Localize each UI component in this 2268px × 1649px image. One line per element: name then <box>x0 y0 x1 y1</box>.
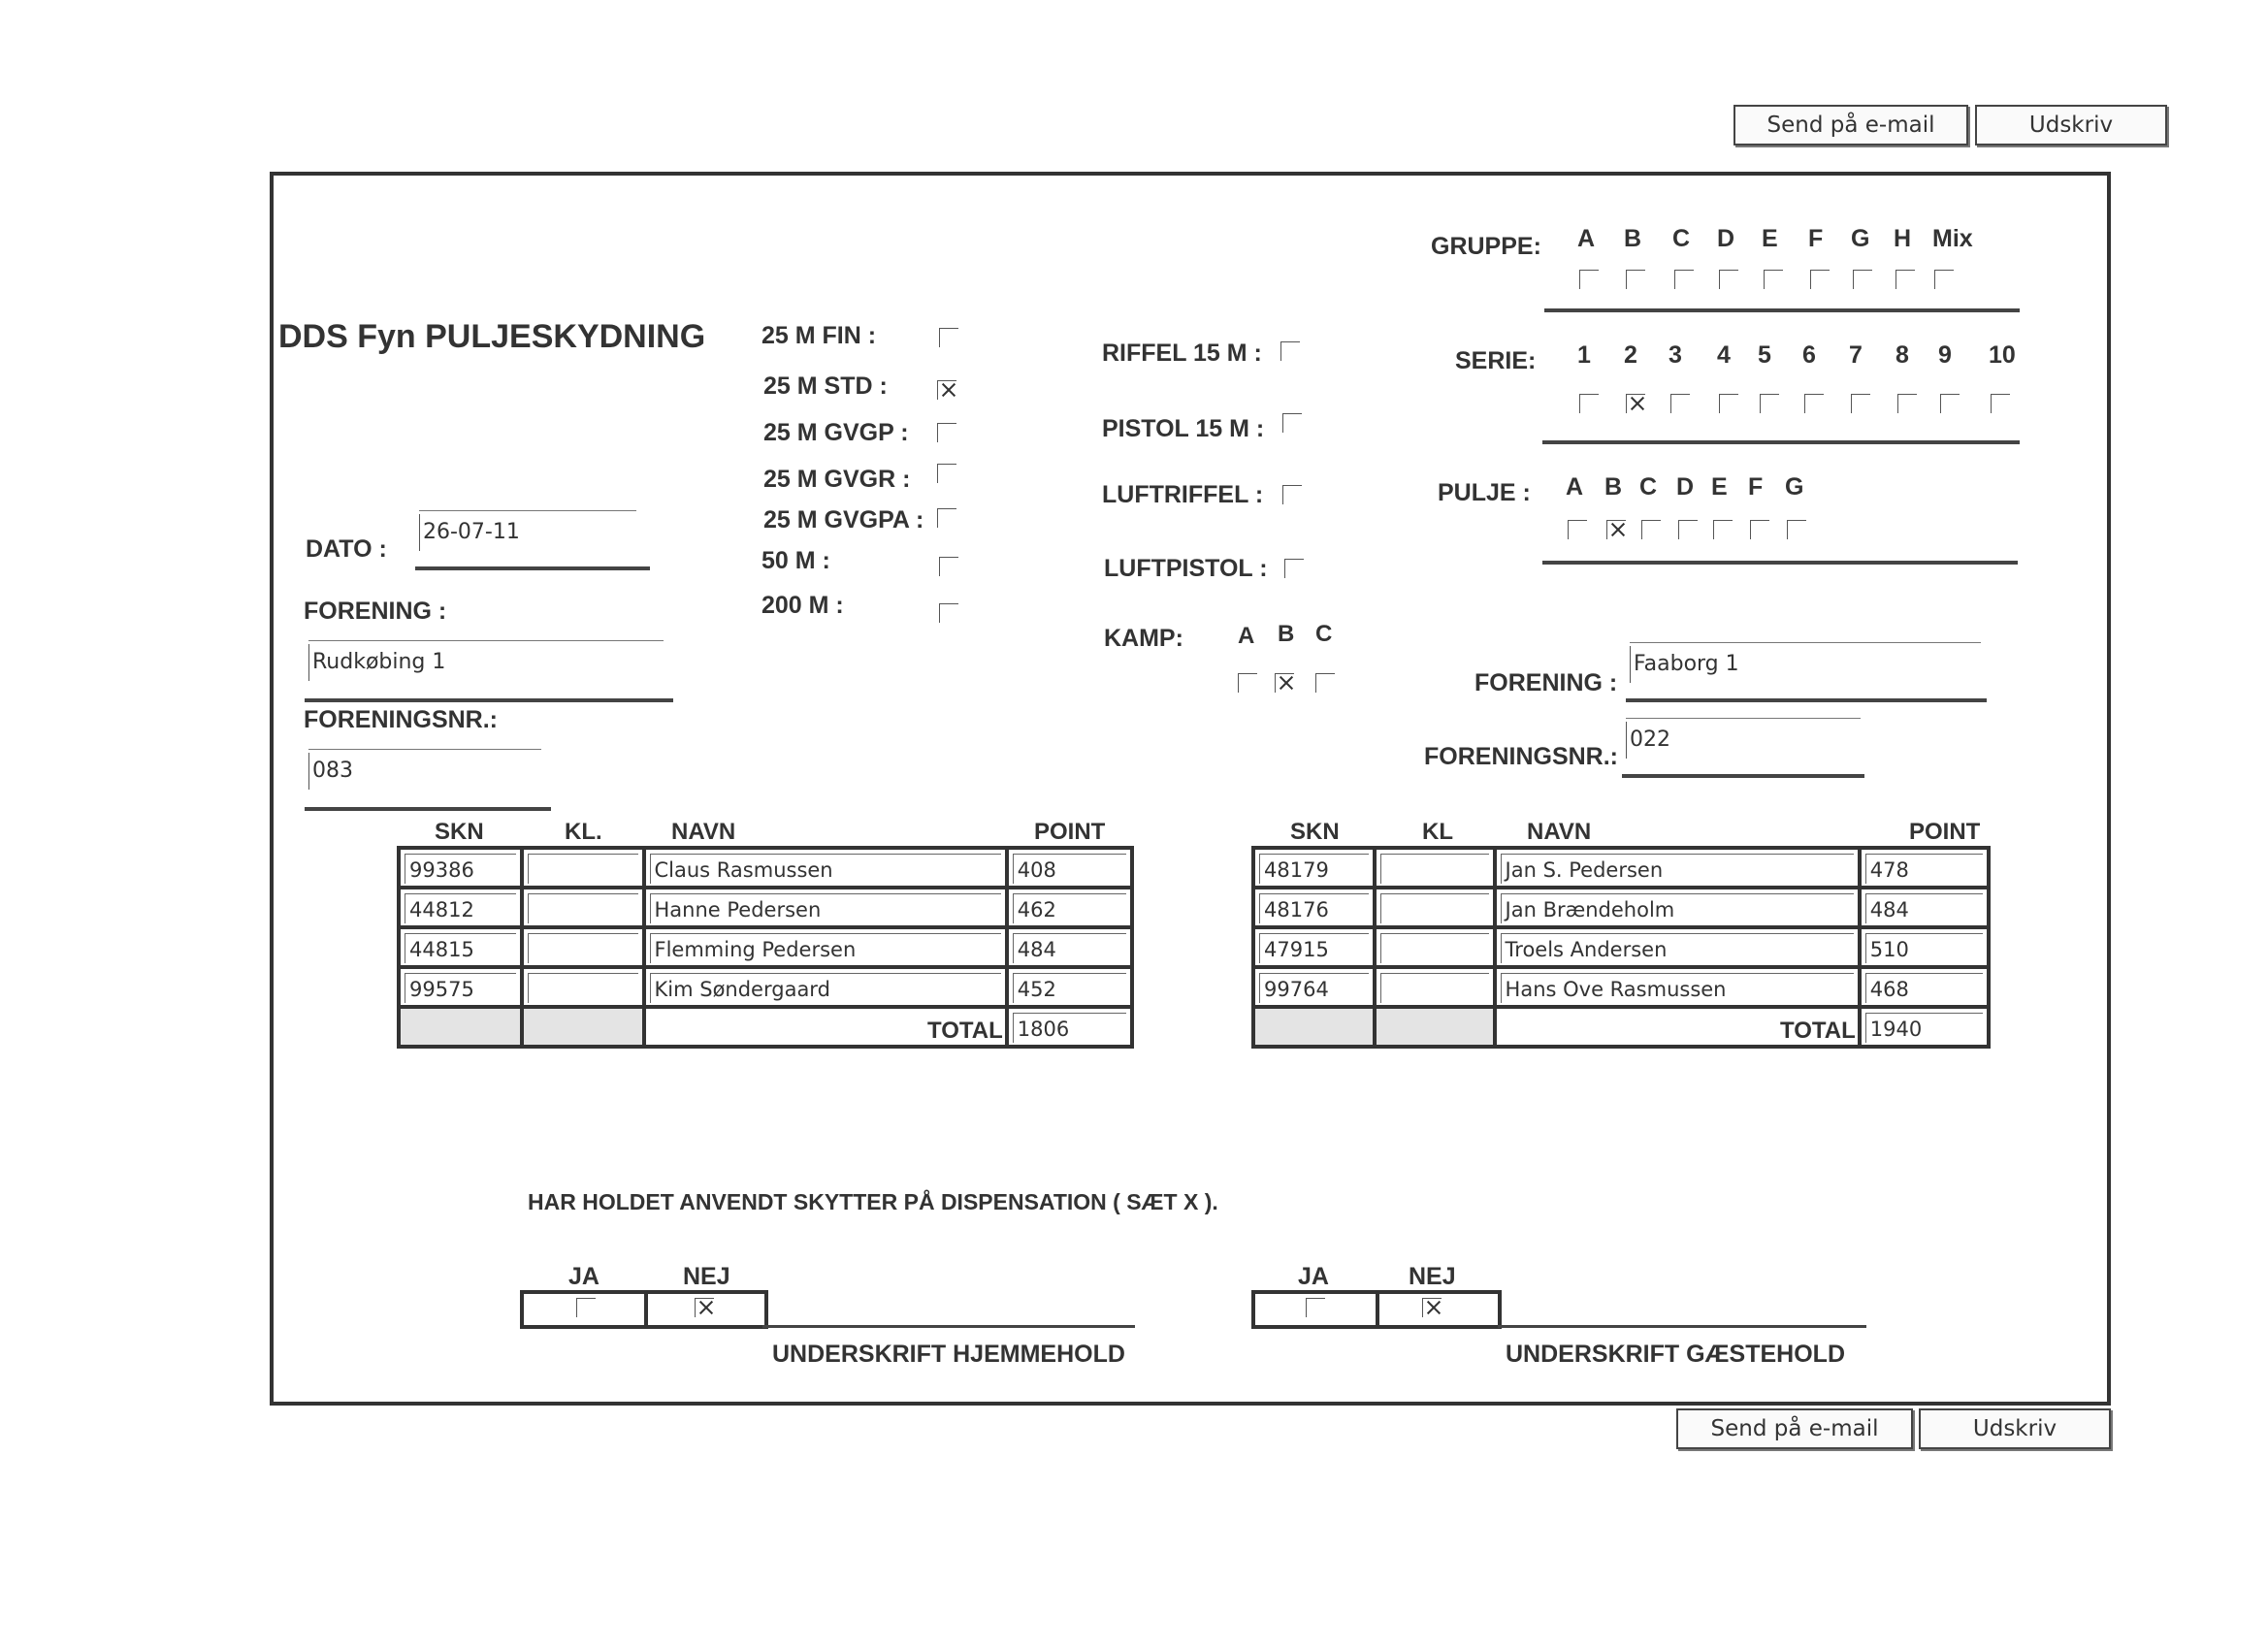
pulje-option-e: E <box>1711 473 1728 501</box>
pulje-label: PULJE : <box>1438 479 1531 506</box>
guest-cell-point <box>1860 848 1989 888</box>
gruppe-h-checkbox[interactable] <box>1895 270 1915 289</box>
home-header-point: POINT <box>1034 819 1106 845</box>
home-cell-point <box>1007 888 1132 927</box>
home-point-input[interactable]: 462 <box>1013 893 1126 923</box>
guest-table-row <box>1253 927 1989 967</box>
serie-3-checkbox[interactable] <box>1670 394 1690 413</box>
home-skn-input[interactable]: 44812 <box>405 893 516 923</box>
pistol-15m-checkbox[interactable] <box>1282 413 1302 433</box>
guest-header-kl: KL <box>1422 819 1453 845</box>
serie-2-checkbox[interactable] <box>1626 394 1645 413</box>
home-kl-input[interactable] <box>528 973 637 1003</box>
pulje-option-g: G <box>1785 473 1804 501</box>
serie-option-10: 10 <box>1989 341 2016 369</box>
riffel-15m-checkbox[interactable] <box>1280 341 1300 361</box>
dato-label: DATO : <box>306 535 387 563</box>
serie-option-4: 4 <box>1717 341 1731 369</box>
discipline-200m-checkbox[interactable] <box>939 603 958 623</box>
gruppe-mix-checkbox[interactable] <box>1934 270 1954 289</box>
home-dispensation-box <box>520 1290 768 1329</box>
home-cell-point <box>1007 927 1132 967</box>
home-skn-input[interactable]: 99386 <box>405 854 516 884</box>
home-signature-label: UNDERSKRIFT HJEMMEHOLD <box>772 1341 1125 1368</box>
pulje-rule <box>1542 561 2018 565</box>
home-table-row <box>399 848 1132 888</box>
home-ja-label: JA <box>568 1263 599 1290</box>
riffel-15m-label: RIFFEL 15 M : <box>1102 340 1262 367</box>
guest-signature-line[interactable] <box>1498 1325 1866 1328</box>
guest-skn-input[interactable]: 48176 <box>1259 893 1369 923</box>
guest-point-input[interactable]: 510 <box>1865 933 1983 963</box>
guest-navn-input[interactable]: Hans Ove Rasmussen <box>1501 973 1854 1003</box>
home-signature-line[interactable] <box>762 1325 1135 1328</box>
pulje-option-c: C <box>1639 473 1658 501</box>
guest-header-skn: SKN <box>1290 819 1340 845</box>
email-button-top[interactable]: Send på e-mail <box>1733 105 1968 146</box>
guest-cell-point <box>1860 967 1989 1007</box>
guest-cell-kl <box>1375 967 1494 1007</box>
print-button-bottom[interactable]: Udskriv <box>1919 1408 2111 1449</box>
kamp-option-a: A <box>1238 623 1255 649</box>
serie-option-3: 3 <box>1669 341 1682 369</box>
gruppe-f-checkbox[interactable] <box>1810 270 1830 289</box>
home-cell-kl <box>522 927 643 967</box>
serie-9-checkbox[interactable] <box>1940 394 1960 413</box>
serie-rule <box>1542 440 2020 444</box>
guest-table-row <box>1253 967 1989 1007</box>
home-score-table <box>397 846 1134 1049</box>
home-cell-navn <box>644 927 1007 967</box>
home-point-input[interactable]: 408 <box>1013 854 1126 884</box>
home-navn-input[interactable]: Kim Søndergaard <box>650 973 1001 1003</box>
serie-1-checkbox[interactable] <box>1579 394 1599 413</box>
serie-8-checkbox[interactable] <box>1897 394 1917 413</box>
home-kl-input[interactable] <box>528 854 637 884</box>
gruppe-d-checkbox[interactable] <box>1719 270 1738 289</box>
guest-table-row <box>1253 848 1989 888</box>
home-kl-input[interactable] <box>528 893 637 923</box>
gruppe-label: GRUPPE: <box>1431 233 1541 260</box>
guest-nej-label: NEJ <box>1409 1263 1456 1290</box>
serie-option-6: 6 <box>1802 341 1816 369</box>
kamp-b-checkbox[interactable] <box>1275 673 1294 693</box>
gruppe-g-checkbox[interactable] <box>1853 270 1872 289</box>
foreningsnr-label: FORENINGSNR.: <box>304 706 498 733</box>
serie-7-checkbox[interactable] <box>1851 394 1870 413</box>
guest-cell-kl <box>1375 888 1494 927</box>
home-table-row <box>399 927 1132 967</box>
discipline-50m-label: 50 M : <box>761 547 830 574</box>
guest-skn-input[interactable]: 47915 <box>1259 933 1369 963</box>
serie-option-5: 5 <box>1758 341 1771 369</box>
gruppe-option-f: F <box>1808 225 1824 252</box>
serie-option-8: 8 <box>1895 341 1909 369</box>
kamp-option-b: B <box>1278 621 1295 647</box>
guest-header-navn: NAVN <box>1527 819 1592 845</box>
gruppe-a-checkbox[interactable] <box>1579 270 1599 289</box>
guest-navn-input[interactable]: Jan Brændeholm <box>1501 893 1854 923</box>
pistol-15m-label: PISTOL 15 M : <box>1102 415 1265 442</box>
home-ja-checkbox[interactable] <box>576 1298 596 1317</box>
gruppe-e-checkbox[interactable] <box>1764 270 1783 289</box>
serie-6-checkbox[interactable] <box>1804 394 1824 413</box>
form-title: DDS Fyn PULJESKYDNING <box>278 318 706 355</box>
discipline-25m-gvgp-label: 25 M GVGP : <box>763 419 909 446</box>
discipline-25m-gvgp-checkbox[interactable] <box>937 423 956 442</box>
dato-field[interactable]: 26-07-11 <box>415 504 650 570</box>
discipline-25m-gvgpa-label: 25 M GVGPA : <box>763 506 924 534</box>
luftpistol-label: LUFTPISTOL : <box>1104 555 1268 582</box>
home-cell-navn <box>644 888 1007 927</box>
guest-forening-label: FORENING : <box>1474 669 1618 696</box>
pulje-option-b: B <box>1604 473 1623 501</box>
home-total-blank-skn <box>399 1007 522 1047</box>
home-header-skn: SKN <box>435 819 484 845</box>
home-total-label: TOTAL <box>644 1007 1007 1047</box>
guest-ja-label: JA <box>1298 1263 1329 1290</box>
guest-kl-input[interactable] <box>1380 893 1488 923</box>
guest-cell-kl <box>1375 848 1494 888</box>
guest-cell-point <box>1860 888 1989 927</box>
serie-5-checkbox[interactable] <box>1760 394 1779 413</box>
home-skn-input[interactable]: 44815 <box>405 933 516 963</box>
serie-option-1: 1 <box>1577 341 1591 369</box>
guest-cell-navn <box>1495 967 1860 1007</box>
guest-foreningsnr-field[interactable]: 022 <box>1622 712 1864 778</box>
pulje-option-f: F <box>1748 473 1764 501</box>
serie-option-2: 2 <box>1624 341 1637 369</box>
guest-navn-input[interactable]: Jan S. Pedersen <box>1501 854 1854 884</box>
guest-dispensation-box <box>1251 1290 1502 1329</box>
home-cell-skn <box>399 967 522 1007</box>
guest-kl-input[interactable] <box>1380 854 1488 884</box>
guest-navn-input[interactable]: Troels Andersen <box>1501 933 1854 963</box>
kamp-option-c: C <box>1315 621 1333 647</box>
home-cell-point <box>1007 848 1132 888</box>
guest-skn-input[interactable]: 99764 <box>1259 973 1369 1003</box>
email-button-bottom[interactable]: Send på e-mail <box>1676 1408 1913 1449</box>
pulje-c-checkbox[interactable] <box>1641 520 1661 539</box>
home-header-navn: NAVN <box>671 819 736 845</box>
serie-option-7: 7 <box>1849 341 1863 369</box>
guest-ja-checkbox[interactable] <box>1306 1298 1325 1317</box>
guest-forening-field[interactable]: Faaborg 1 <box>1626 636 1987 702</box>
guest-cell-skn <box>1253 927 1375 967</box>
home-skn-input[interactable]: 99575 <box>405 973 516 1003</box>
guest-table-row <box>1253 888 1989 927</box>
gruppe-option-d: D <box>1717 225 1735 252</box>
discipline-25m-std-checkbox[interactable] <box>937 380 956 400</box>
home-nej-checkbox[interactable] <box>695 1298 714 1317</box>
guest-total-blank-skn <box>1253 1007 1375 1047</box>
guest-cell-navn <box>1495 848 1860 888</box>
discipline-50m-checkbox[interactable] <box>939 557 958 576</box>
home-cell-skn <box>399 848 522 888</box>
home-cell-kl <box>522 967 643 1007</box>
discipline-25m-gvgpa-checkbox[interactable] <box>937 508 956 528</box>
luftpistol-checkbox[interactable] <box>1284 559 1304 578</box>
home-kl-input[interactable] <box>528 933 637 963</box>
kamp-label: KAMP: <box>1104 625 1183 652</box>
home-total-cell <box>1007 1007 1132 1047</box>
home-cell-point <box>1007 967 1132 1007</box>
home-cell-navn <box>644 848 1007 888</box>
gruppe-option-e: E <box>1762 225 1778 252</box>
kamp-c-checkbox[interactable] <box>1315 673 1335 693</box>
kamp-a-checkbox[interactable] <box>1238 673 1257 693</box>
serie-4-checkbox[interactable] <box>1719 394 1738 413</box>
discipline-25m-std-label: 25 M STD : <box>763 372 888 400</box>
home-navn-input[interactable]: Hanne Pedersen <box>650 893 1001 923</box>
pulje-d-checkbox[interactable] <box>1678 520 1698 539</box>
home-cell-kl <box>522 888 643 927</box>
guest-header-point: POINT <box>1909 819 1981 845</box>
pulje-f-checkbox[interactable] <box>1750 520 1769 539</box>
forening-label: FORENING : <box>304 598 447 625</box>
pulje-b-checkbox[interactable] <box>1606 520 1626 539</box>
guest-cell-navn <box>1495 927 1860 967</box>
serie-label: SERIE: <box>1455 347 1537 374</box>
forening-field[interactable]: Rudkøbing 1 <box>305 634 673 702</box>
guest-kl-input[interactable] <box>1380 973 1488 1003</box>
guest-skn-input[interactable]: 48179 <box>1259 854 1369 884</box>
guest-total-value[interactable]: 1940 <box>1865 1013 1983 1043</box>
guest-point-input[interactable]: 478 <box>1865 854 1983 884</box>
gruppe-option-g: G <box>1851 225 1870 252</box>
discipline-25m-fin-checkbox[interactable] <box>939 328 958 347</box>
home-table-row <box>399 967 1132 1007</box>
dispensation-question: HAR HOLDET ANVENDT SKYTTER PÅ DISPENSATION ( SÆT X ). <box>528 1189 1218 1214</box>
luftriffel-label: LUFTRIFFEL : <box>1102 481 1264 508</box>
serie-option-9: 9 <box>1938 341 1952 369</box>
guest-signature-label: UNDERSKRIFT GÆSTEHOLD <box>1506 1341 1845 1368</box>
home-total-blank-kl <box>522 1007 643 1047</box>
guest-score-table <box>1251 846 1991 1049</box>
foreningsnr-field[interactable]: 083 <box>305 743 551 811</box>
gruppe-option-h: H <box>1894 225 1912 252</box>
guest-foreningsnr-label: FORENINGSNR.: <box>1424 743 1618 770</box>
guest-total-cell <box>1860 1007 1989 1047</box>
discipline-25m-fin-label: 25 M FIN : <box>761 322 877 349</box>
pulje-option-a: A <box>1566 473 1584 501</box>
serie-10-checkbox[interactable] <box>1991 394 2010 413</box>
guest-nej-checkbox[interactable] <box>1422 1298 1442 1317</box>
home-nej-label: NEJ <box>683 1263 730 1290</box>
home-table-row <box>399 888 1132 927</box>
guest-cell-skn <box>1253 967 1375 1007</box>
guest-cell-skn <box>1253 848 1375 888</box>
home-cell-navn <box>644 967 1007 1007</box>
guest-cell-skn <box>1253 888 1375 927</box>
guest-point-input[interactable]: 468 <box>1865 973 1983 1003</box>
home-cell-skn <box>399 927 522 967</box>
guest-kl-input[interactable] <box>1380 933 1488 963</box>
guest-total-blank-kl <box>1375 1007 1494 1047</box>
gruppe-c-checkbox[interactable] <box>1674 270 1694 289</box>
home-total-value[interactable]: 1806 <box>1013 1013 1126 1043</box>
home-point-input[interactable]: 484 <box>1013 933 1126 963</box>
gruppe-option-mix: Mix <box>1932 225 1973 252</box>
discipline-200m-label: 200 M : <box>761 592 844 619</box>
home-navn-input[interactable]: Claus Rasmussen <box>650 854 1001 884</box>
home-cell-kl <box>522 848 643 888</box>
print-button-top[interactable]: Udskriv <box>1975 105 2167 146</box>
pulje-option-d: D <box>1676 473 1695 501</box>
gruppe-option-c: C <box>1672 225 1691 252</box>
pulje-a-checkbox[interactable] <box>1568 520 1587 539</box>
discipline-25m-gvgr-checkbox[interactable] <box>937 464 956 483</box>
guest-total-label: TOTAL <box>1495 1007 1860 1047</box>
guest-total-row <box>1253 1007 1989 1047</box>
guest-point-input[interactable]: 484 <box>1865 893 1983 923</box>
gruppe-b-checkbox[interactable] <box>1626 270 1645 289</box>
home-total-row <box>399 1007 1132 1047</box>
home-point-input[interactable]: 452 <box>1013 973 1126 1003</box>
home-cell-skn <box>399 888 522 927</box>
pulje-g-checkbox[interactable] <box>1787 520 1806 539</box>
gruppe-rule <box>1544 308 2020 312</box>
home-header-kl: KL. <box>565 819 602 845</box>
guest-cell-kl <box>1375 927 1494 967</box>
home-navn-input[interactable]: Flemming Pedersen <box>650 933 1001 963</box>
guest-cell-point <box>1860 927 1989 967</box>
gruppe-option-b: B <box>1624 225 1642 252</box>
guest-cell-navn <box>1495 888 1860 927</box>
pulje-e-checkbox[interactable] <box>1713 520 1733 539</box>
luftriffel-checkbox[interactable] <box>1282 485 1302 504</box>
discipline-25m-gvgr-label: 25 M GVGR : <box>763 466 911 493</box>
gruppe-option-a: A <box>1577 225 1596 252</box>
